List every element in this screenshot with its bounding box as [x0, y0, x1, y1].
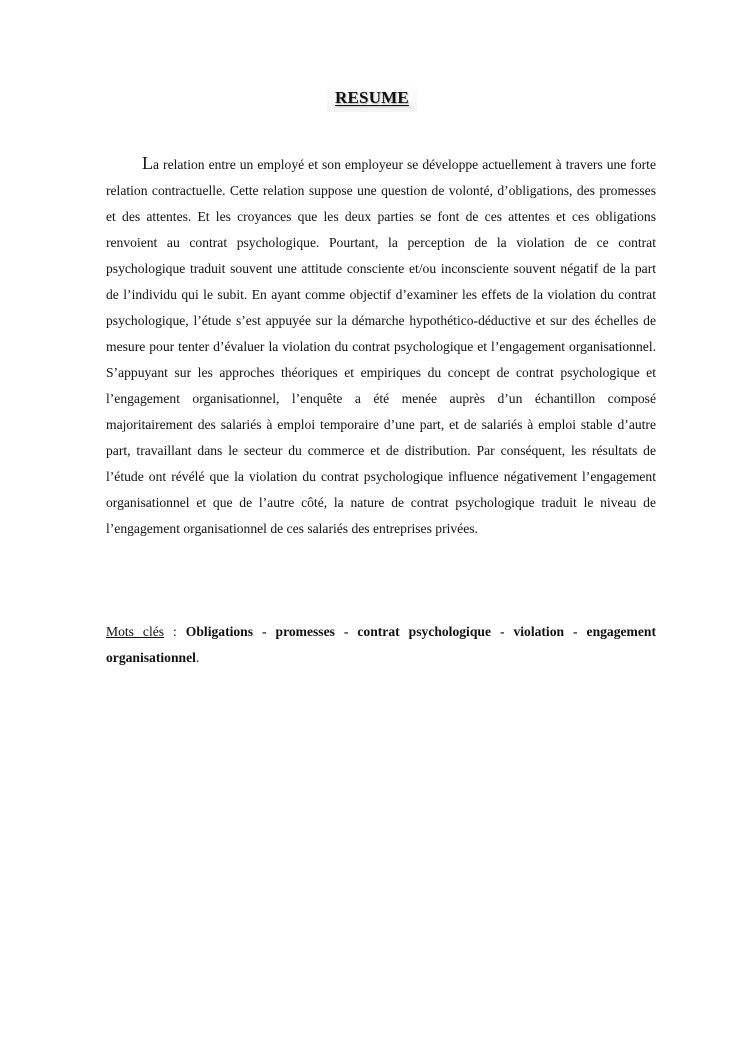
keywords-label: Mots clés	[106, 624, 165, 639]
keywords-list: Obligations - promesses - contrat psychologique - violation - engagement organisationnel	[106, 624, 657, 665]
keywords-end: .	[195, 650, 200, 665]
title-container	[0, 84, 744, 112]
abstract-paragraph	[106, 150, 656, 542]
keywords-paragraph	[106, 619, 656, 671]
keywords-separator: :	[164, 624, 186, 639]
abstract-first-letter: L	[142, 153, 153, 173]
page-title: RESUME	[327, 84, 417, 112]
abstract-body: a relation entre un employé et son employeur se développe actuellement à travers une forte relation contractuelle. Cette relation suppose une question de volonté, d’obligations, des promesses et des attentes. Et les croyances que les deux parties se font de ces attentes et ces obligations renvoient au contrat psychologique. Pourtant, la perception de la violation de ce contrat psychologique traduit souvent une attitude consciente et/ou inconsciente souvent négatif de la part de l’individu qui le subit. En ayant comme objectif d’examiner les effets de la violation du contrat psychologique, l’étude s’est appuyée sur la démarche hypothético-déductive et sur des échelles de mesure pour tenter d’évaluer la violation du contrat psychologique et l’engagement organisationnel. S’appuyant sur les approches théoriques et empiriques du concept de contrat psychologique et l’engagement organisationnel, l’enquête a été menée auprès d’un échantillon composé majoritairement des salariés à emploi temporaire d’une part, et de salariés à emploi stable d’autre part, travaillant dans le secteur du commerce et de distribution. Par conséquent, les résultats de l’étude ont révélé que la violation du contrat psychologique influence négativement l’engagement organisationnel et que de l’autre côté, la nature de contrat psychologique traduit le niveau de l’engagement organisationnel de ces salariés des entreprises privées.	[106, 157, 656, 536]
